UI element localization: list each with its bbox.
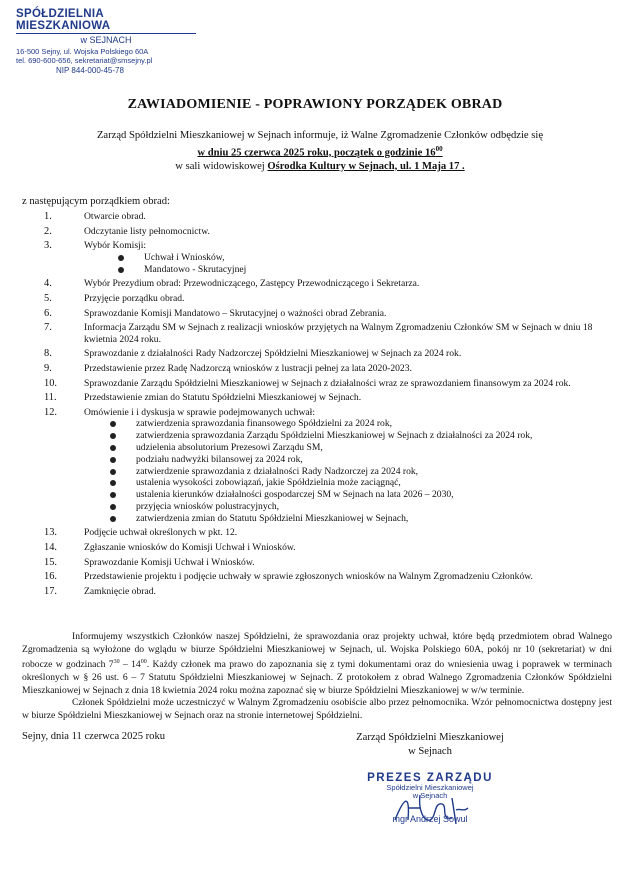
- agenda-item: [22, 308, 612, 320]
- agenda-lead: z następującym porządkiem obrad:: [22, 196, 170, 207]
- agenda-item-number: 5.: [44, 292, 52, 304]
- agenda-item-text: Przedstawienie projektu i podjęcie uchwały w sprawie zgłoszonych wniosków na Walnym Zgromadzeniu Członków.: [84, 571, 533, 583]
- agenda-item: [22, 557, 612, 569]
- agenda-item-text: Sprawozdanie Komisji Mandatowo – Skrutacyjnej o ważności obrad Zebrania.: [84, 307, 387, 319]
- bullet-icon: [110, 516, 116, 522]
- resolution-text: zatwierdzenia sprawozdania Zarządu Spółdzielni Mieszkaniowej w Sejnach z działalności za 2024 rok,: [136, 430, 533, 442]
- agenda-item-number: 10.: [44, 377, 57, 389]
- intro-date: w dniu 25 czerwca 2025 roku, początek o godzinie $16^{00}$: [197, 144, 443, 159]
- agenda-item-number: 11.: [44, 392, 57, 404]
- stamp-address: 16-500 Sejny, ul. Wojska Polskiego 60A: [16, 46, 149, 56]
- agenda-item-number: 2.: [44, 225, 52, 237]
- agenda-item: [22, 348, 612, 360]
- agenda-item-number: 17.: [44, 585, 57, 597]
- agenda-item-number: 12.: [44, 406, 57, 418]
- intro-line-1: Zarząd Spółdzielni Mieszkaniowej w Sejnach informuje, iż Walne Zgromadzenie Członków odbędzie się: [96, 130, 544, 141]
- paragraph-proxy: Członek Spółdzielni może uczestniczyć w Walnym Zgromadzeniu osobiście albo przez pełnomocnika. Wzór pełnomocnictwa dostępny jest w biurze Spółdzielni Mieszkaniowej w Sejnach oraz na stronie internetowej Spółdzielni.: [22, 697, 612, 721]
- commission-item: [22, 264, 612, 276]
- commission-item: [22, 252, 612, 264]
- bullet-icon: [110, 445, 116, 451]
- resolution-text: zatwierdzenia sprawozdania finansowego Spółdzielni za 2024 rok,: [136, 418, 393, 430]
- stamp-name: SPÓŁDZIELNIA MIESZKANIOWA: [16, 8, 196, 34]
- intro-block: [40, 129, 600, 173]
- resolution-text: zatwierdzenie sprawozdania z działalności Rady Nadzorczej za 2024 rok,: [136, 465, 419, 477]
- stamp-nip: NIP 844-000-45-78: [56, 66, 124, 76]
- bullet-icon: [110, 421, 116, 427]
- agenda-item-number: 13.: [44, 527, 57, 539]
- president-city: w Sejnach: [412, 791, 448, 800]
- agenda-item-number: 3.: [44, 240, 52, 252]
- information-paragraphs: [22, 631, 612, 722]
- resolution-text: zatwierdzenia zmian do Statutu Spółdzielni Mieszkaniowej w Sejnach,: [136, 512, 409, 524]
- president-org: Spółdzielni Mieszkaniowej: [386, 783, 474, 792]
- agenda-item-text: Omówienie i i dyskusja w sprawie podejmowanych uchwał:: [84, 406, 315, 418]
- agenda-item-text: Zgłaszanie wniosków do Komisji Uchwał i Wniosków.: [84, 542, 296, 554]
- agenda-item-number: 15.: [44, 556, 57, 568]
- bullet-icon: [110, 457, 116, 463]
- agenda-item-text: Zamknięcie obrad.: [84, 585, 156, 597]
- resolution-item: [22, 501, 612, 513]
- bullet-icon: [110, 433, 116, 439]
- bullet-icon: [110, 469, 116, 475]
- commission-text: Mandatowo - Skrutacyjnej: [144, 263, 247, 275]
- agenda-item: [22, 527, 612, 539]
- agenda-list: [22, 211, 612, 597]
- agenda-item: [22, 240, 612, 252]
- agenda-item: [22, 378, 612, 390]
- agenda-item-number: 4.: [44, 278, 52, 290]
- commission-text: Uchwał i Wniosków,: [144, 251, 225, 263]
- document-title: ZAWIADOMIENIE - POPRAWIONY PORZĄDEK OBRAD: [127, 97, 503, 112]
- agenda-item-number: 7.: [44, 322, 52, 334]
- handwritten-signature-icon: [390, 790, 470, 830]
- resolution-item: [22, 418, 612, 430]
- resolution-text: podziału nadwyżki bilansowej za 2024 rok,: [136, 453, 303, 465]
- agenda-item-number: 6.: [44, 307, 52, 319]
- president-title: PREZES ZARZĄDU: [367, 772, 493, 784]
- agenda-item-text: Wybór Komisji:: [84, 240, 147, 252]
- agenda-item-text: Otwarcie obrad.: [84, 211, 146, 222]
- paragraph-documents: Informujemy wszystkich Członków naszej Spółdzielni, że sprawozdania oraz projekty uchwał, które będą przedmiotem obrad Walnego Zgromadzenia są wyłożone do wglądu w biurze Spółdzielni Mieszkaniowej w Sejnach, ul. Wojska Polskiego 60A, pokój nr 10 (sekretariat) w dni robocze w godzinach $7^{30} - 14^{00}$. Każdy członek ma prawo do zapoznania się z tymi dokumentami oraz do wniesienia uwag i poprawek w terminach określonych w § 26 ust. 6 – 7 Statutu Spółdzielni Mieszkaniowej w Sejnach. Z protokołem z obrad Walnego Zgromadzenia Członków Spółdzielni Mieszkaniowej w Sejnach z dnia 18 kwietnia 2024 roku można zapoznać się w biurze Spółdzielni Mieszkaniowej w w/w terminie.: [22, 631, 612, 696]
- board-line-1: Zarząd Spółdzielni Mieszkaniowej: [356, 732, 504, 743]
- stamp-city: w SEJNACH: [80, 35, 132, 46]
- agenda-item-text: Sprawozdanie z działalności Rady Nadzorczej Spółdzielni Mieszkaniowej w Sejnach za 2024 rok.: [84, 348, 462, 360]
- agenda-item-text: Sprawozdanie Zarządu Spółdzielni Mieszkaniowej w Sejnach z działalności wraz ze sprawozdaniem finansowym za 2024 rok.: [84, 377, 571, 389]
- agenda-item: [22, 226, 612, 238]
- agenda-item-number: 8.: [44, 348, 52, 360]
- agenda-item-text: Przedstawienie zmian do Statutu Spółdzielni Mieszkaniowej w Sejnach.: [84, 392, 362, 404]
- agenda-item-text: Sprawozdanie Komisji Uchwał i Wniosków.: [84, 556, 255, 568]
- agenda-item-number: 14.: [44, 542, 57, 554]
- agenda-item: [22, 363, 612, 375]
- agenda-item-text: Wybór Prezydium obrad: Przewodniczącego, Zastępcy Przewodniczącego i Sekretarza.: [84, 278, 420, 290]
- agenda-item-number: 1.: [44, 211, 52, 222]
- bullet-icon: [110, 492, 116, 498]
- bullet-icon: [118, 255, 124, 261]
- resolution-item: [22, 466, 612, 478]
- agenda-item: [22, 392, 612, 404]
- intro-venue: w sali widowiskowej Ośrodka Kultury w Sejnach, ul. 1 Maja 17 .: [175, 160, 465, 172]
- agenda-item: [22, 542, 612, 554]
- agenda-item: [22, 211, 612, 223]
- organization-stamp: [16, 8, 196, 76]
- resolution-text: udzielenia absolutorium Prezesowi Zarządu SM,: [136, 441, 323, 453]
- agenda-item: [22, 586, 612, 598]
- resolution-item: [22, 442, 612, 454]
- bullet-icon: [118, 267, 124, 273]
- board-signature-block: [330, 731, 530, 759]
- resolution-item: [22, 454, 612, 466]
- resolution-item: [22, 513, 612, 525]
- bullet-icon: [110, 504, 116, 510]
- resolution-text: ustalenia kierunków działalności gospodarczej SM w Sejnach na lata 2026 – 2030,: [136, 489, 454, 501]
- resolution-text: ustalenia wysokości zobowiązań, jakie Spółdzielnia może zaciągnąć,: [136, 477, 401, 489]
- agenda-item-text: Odczytanie listy pełnomocnictw.: [84, 225, 210, 237]
- agenda-item-number: 9.: [44, 362, 52, 374]
- agenda-item-text: Przyjęcie porządku obrad.: [84, 292, 185, 304]
- resolution-text: przyjęcia wniosków polustracyjnych,: [136, 500, 280, 512]
- agenda-item-text: Przedstawienie przez Radę Nadzorczą wniosków z lustracji pełnej za lata 2020-2023.: [84, 362, 412, 374]
- agenda-item-text: Informacja Zarządu SM w Sejnach z realizacji wniosków przyjętych na Walnym Zgromadzeniu Członków SM w Sejnach w dniu 18 kwietnia 2024 roku.: [84, 322, 593, 345]
- stamp-contact: tel. 690-600-656, sekretariat@smsejny.pl: [16, 56, 153, 66]
- agenda-item: [22, 322, 612, 345]
- place-date: Sejny, dnia 11 czerwca 2025 roku: [22, 731, 166, 742]
- resolution-item: [22, 430, 612, 442]
- agenda-item: [22, 407, 612, 419]
- president-stamp: [345, 772, 515, 824]
- agenda-item: [22, 293, 612, 305]
- agenda-item-number: 16.: [44, 571, 57, 583]
- agenda-item: [22, 278, 612, 290]
- bullet-icon: [110, 480, 116, 486]
- resolution-item: [22, 477, 612, 489]
- president-name: mgr Andrzej Sowul: [392, 814, 468, 824]
- board-line-2: w Sejnach: [408, 746, 452, 757]
- resolution-item: [22, 489, 612, 501]
- agenda-item: [22, 571, 612, 583]
- agenda-item-text: Podjęcie uchwał określonych w pkt. 12.: [84, 527, 238, 539]
